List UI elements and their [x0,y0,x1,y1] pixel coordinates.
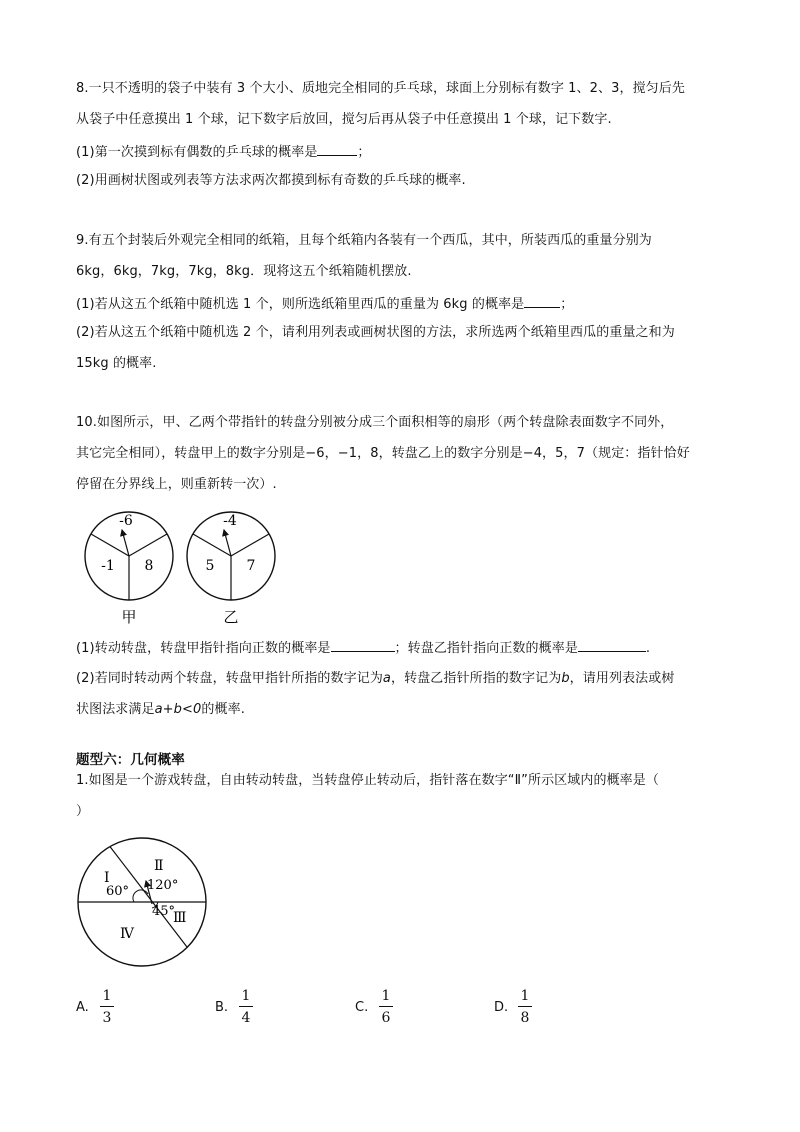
variable-a: a [382,671,391,686]
q10-part-1-text-a: (1)转动转盘，转盘甲指针指向正数的概率是 [76,641,331,656]
spinner-jia-left: -1 [101,558,115,574]
denominator: 3 [102,1010,112,1026]
numerator: 1 [241,988,251,1004]
choice-fraction [100,988,114,1026]
denominator: 4 [241,1010,251,1026]
angle-45-label: 45° [152,904,176,919]
q8-part-1 [76,142,371,162]
q10-line-2: 其它完全相同），转盘甲上的数字分别是−6，−1，8，转盘乙上的数字分别是−4，5，7（规定：指针恰好 [76,446,690,461]
q8-part-1-text: (1)第一次摸到标有偶数的乒乓球的概率是 [76,145,318,160]
q8-part-2: (2)用画树状图或列表等方法求两次都摸到标有奇数的乒乓球的概率. [76,173,466,188]
spinner-jia-top: -6 [119,513,133,529]
q10-part-1-text-b: ；转盘乙指针指向正数的概率是 [394,641,578,656]
q10-part-2-text-b: ，转盘乙指针所指的数字记为 [391,671,562,686]
expression: a+b<0 [154,702,202,717]
choice-fraction [379,988,393,1026]
q10-part-2-line-1 [76,670,674,688]
numerator: 1 [520,988,530,1004]
answer-blank[interactable] [578,638,646,652]
q10-part-2-text-e: 的概率. [201,702,245,717]
q8-line-2: 从袋子中任意摸出 1 个球，记下数字后放回，搅匀后再从袋子中任意摸出 1 个球，记下数字. [76,112,612,127]
numerator: 1 [102,988,112,1004]
spinner-figure [76,502,296,632]
region-iii-label: Ⅲ [173,910,187,926]
q10-part-2-text-a: (2)若同时转动两个转盘，转盘甲指针所指的数字记为 [76,671,383,686]
q10-part-2-text-d: 状图法求满足 [76,702,155,717]
region-iv-label: Ⅳ [120,926,134,942]
denominator: 8 [520,1010,530,1026]
game-wheel [72,836,212,976]
q9-part-1-end: ； [560,297,574,312]
choice-letter: B. [215,1000,229,1015]
region-ii-label: Ⅱ [154,858,164,874]
q9-part-2-line-1: (2)若从这五个纸箱中随机选 2 个，请利用列表或画树状图的方法，求所选两个纸箱里西瓜的重量之和为 [76,325,675,340]
q8-part-1-end: ； [357,145,371,160]
q10-line-1: 10.如图所示，甲、乙两个带指针的转盘分别被分成三个面积相等的扇形（两个转盘除表面数字不同外， [76,415,674,430]
numerator: 1 [381,988,391,1004]
q10-part-2-text-c: ，请用列表法或树 [569,671,675,686]
answer-blank[interactable] [317,142,357,156]
q10-part-1 [76,638,650,658]
q9-line-1: 9.有五个封装后外观完全相同的纸箱，且每个纸箱内各装有一个西瓜，其中，所装西瓜的重量分别为 [76,233,652,248]
spinner-yi-top: -4 [223,513,237,529]
spinner-jia-right: 8 [144,558,154,574]
section-heading: 题型六：几何概率 [76,752,185,768]
spinner-yi [187,512,275,626]
choice-letter: D. [494,1000,509,1015]
spinner-jia-caption: 甲 [121,608,137,626]
q10-part-2-line-2 [76,701,245,719]
choice-letter: A. [76,1000,89,1015]
choice-fraction [239,988,253,1026]
angle-60-label: 60° [106,884,130,899]
answer-blank[interactable] [524,294,560,308]
q9-line-2: 6kg，6kg，7kg，7kg，8kg．现将这五个纸箱随机摆放. [76,264,412,279]
spinner-yi-right: 7 [246,558,256,574]
choice-fraction [518,988,532,1026]
angle-120-label: 120° [147,878,179,893]
variable-b: b [561,671,570,686]
s6-q1-line-1: 1.如图是一个游戏转盘，自由转动转盘，当转盘停止转动后，指针落在数字“Ⅱ”所示区域内的概率是（ [76,773,659,788]
q10-line-3: 停留在分界线上，则重新转一次）. [76,477,277,492]
q9-part-1-text: (1)若从这五个纸箱中随机选 1 个，则所选纸箱里西瓜的重量为 6kg 的概率是 [76,297,525,312]
q8-line-1: 8.一只不透明的袋子中装有 3 个大小、质地完全相同的乒乓球，球面上分别标有数字 1、2、3，搅匀后先 [76,81,685,96]
spinner-yi-left: 5 [205,558,215,574]
denominator: 6 [381,1010,391,1026]
q9-part-1 [76,294,573,314]
region-i-label: Ⅰ [104,870,110,886]
spinner-yi-caption: 乙 [223,608,239,626]
spinner-jia [85,512,173,626]
q10-part-1-text-c: . [645,641,651,656]
s6-q1-line-2: ） [76,804,90,819]
q9-part-2-line-2: 15kg 的概率. [76,356,157,371]
answer-blank[interactable] [331,638,395,652]
choice-letter: C. [355,1000,369,1015]
